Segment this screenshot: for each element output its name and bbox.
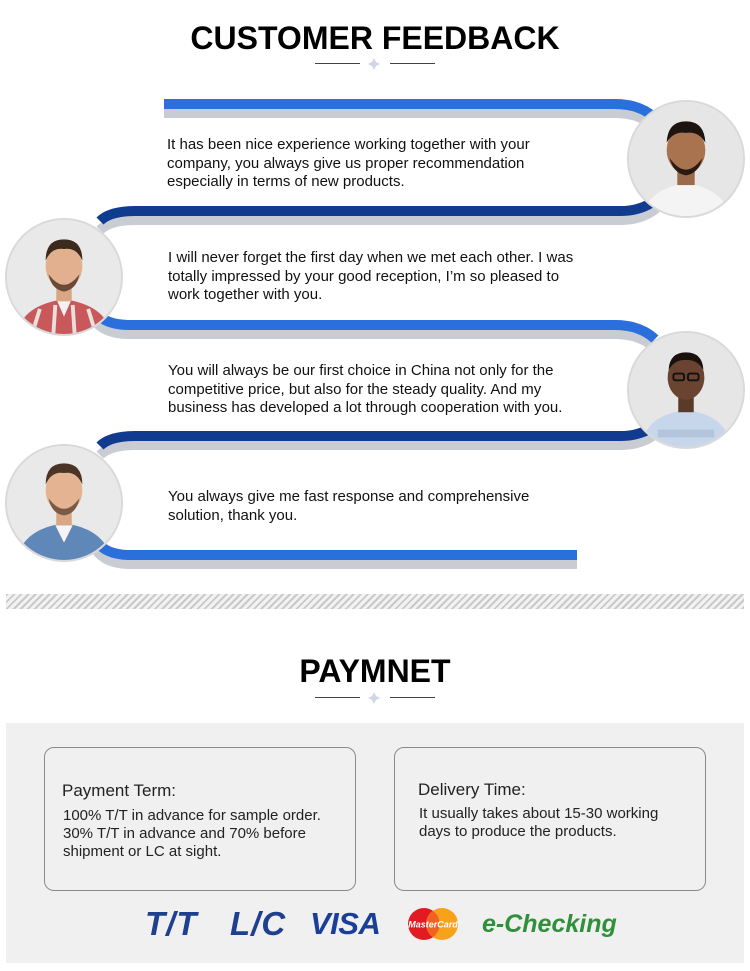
- visa-logo: VISA: [310, 906, 381, 941]
- delivery-time-body: [419, 805, 658, 841]
- echecking-logo: e-Checking: [482, 909, 617, 938]
- testimonial-1-text: It has been nice experience working together with your company, you always give us proper recommendation especially in terms of new products.: [167, 136, 530, 190]
- title-ornament: [315, 692, 435, 704]
- testimonial-3-text: You will always be our first choice in China not only for the competitive price, but also for the steady quality. And my business has developed a lot through cooperation with you.: [168, 362, 563, 416]
- mastercard-icon: [405, 907, 461, 941]
- customer-avatar-3: [627, 331, 745, 449]
- customer-avatar-1: [627, 100, 745, 218]
- lc-logo: L/C: [230, 905, 287, 942]
- payment-term-line: 100% T/T in advance for sample order.: [63, 807, 321, 824]
- mastercard-label: MasterCard: [408, 919, 458, 930]
- person-avatar-icon: [7, 220, 121, 334]
- diamond-ornament-icon: [368, 692, 380, 704]
- payment-term-title: Payment Term:: [62, 781, 177, 800]
- person-avatar-icon: [629, 102, 743, 216]
- customer-avatar-4: [5, 444, 123, 562]
- delivery-time-line: It usually takes about 15-30 working: [419, 805, 659, 822]
- customer-avatar-2: [5, 218, 123, 336]
- mastercard-logo: [405, 904, 461, 944]
- band-1-top: [164, 113, 655, 127]
- section-divider: [6, 594, 744, 609]
- tt-logo: T/T: [145, 905, 198, 942]
- payment-term-card: [44, 747, 356, 891]
- payment-term-line: shipment or LC at sight.: [63, 843, 222, 860]
- feedback-title: CUSTOMER FEEDBACK: [190, 20, 560, 56]
- testimonial-4-text: You always give me fast response and comprehensive solution, thank you.: [168, 488, 530, 524]
- payment-term-line: 30% T/T in advance and 70% before: [63, 825, 306, 842]
- delivery-time-card: [394, 747, 706, 891]
- delivery-time-line: days to produce the products.: [419, 823, 617, 840]
- testimonial-2-text: I will never forget the first day when we met each other. I was totally impressed by your good reception, I’m so pleased to work together with you.: [168, 249, 574, 303]
- band-5: [96, 541, 577, 555]
- person-avatar-icon: [629, 333, 743, 447]
- payment-title: PAYMNET: [299, 653, 451, 689]
- payment-term-body: [63, 807, 321, 861]
- delivery-time-title: Delivery Time:: [418, 780, 526, 799]
- person-avatar-icon: [7, 446, 121, 560]
